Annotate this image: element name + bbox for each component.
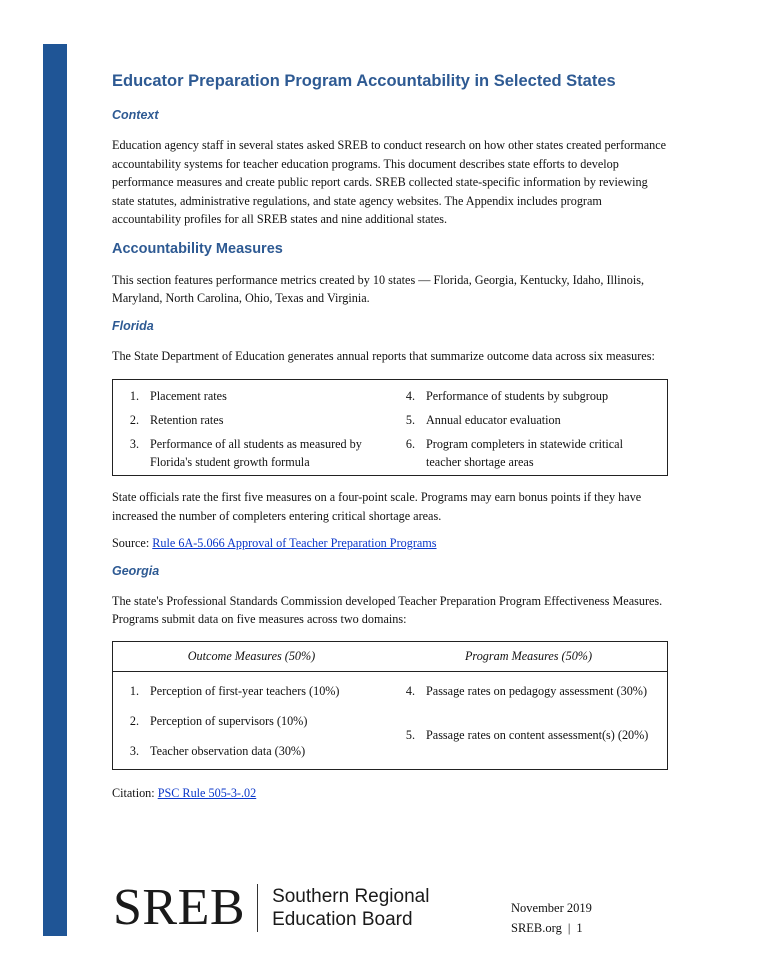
georgia-intro: The state's Professional Standards Commission developed Teacher Preparation Program Effectiveness Measures. Programs submit data on five measures across two domains:	[112, 593, 663, 626]
main-content	[112, 62, 668, 802]
list-item: 2. Retention rates	[129, 413, 224, 427]
florida-measures-box	[112, 379, 668, 476]
list-item: 2. Perception of supervisors (10%)	[129, 713, 308, 728]
footer-date: November 2019	[511, 901, 592, 915]
florida-measures-left	[113, 387, 393, 471]
georgia-measures-header	[113, 642, 667, 672]
list-item: 4. Passage rates on pedagogy assessment (30%)	[405, 683, 648, 698]
list-item: 5. Annual educator evaluation	[405, 413, 561, 427]
florida-measures-right	[393, 387, 667, 471]
georgia-heading: Georgia	[112, 563, 160, 578]
sreb-wordmark: SREB	[113, 879, 246, 936]
outcome-measures-header: Outcome Measures (50%)	[187, 648, 316, 663]
footer-separator: |	[567, 921, 571, 935]
context-paragraph: Education agency staff in several states asked SREB to conduct research on how other states created performance accountability systems for teacher education programs. This document describes state efforts to develop performance measures and create public report cards. SREB collected state-specific information by reviewing state statutes, administrative regulations, and state agency websites. The Appendix includes program accountability profiles for all SREB states and nine additional states.	[112, 138, 667, 226]
list-item: 3. Performance of all students as measured by Florida's student growth formula	[129, 437, 362, 469]
georgia-measures-box	[112, 641, 668, 770]
florida-after: State officials rate the first five measures on a four-point scale. Programs may earn bonus points if they have increased the number of completers entering critical shortage areas.	[112, 490, 642, 523]
list-item: 5. Passage rates on content assessment(s) (20%)	[405, 727, 649, 742]
georgia-citation-link[interactable]: PSC Rule 505-3-.02	[157, 785, 257, 800]
georgia-measures-right	[393, 682, 667, 760]
footer-site: SREB.org	[511, 921, 562, 935]
context-heading: Context	[112, 108, 159, 122]
org-name	[272, 885, 429, 931]
list-item: 3. Teacher observation data (30%)	[129, 743, 306, 758]
sreb-logo	[113, 879, 430, 936]
org-name-line1: Southern Regional	[272, 886, 430, 907]
page-number: 1	[576, 921, 583, 935]
list-item: 6. Program completers in statewide critical teacher shortage areas	[405, 437, 623, 469]
program-measures-header: Program Measures (50%)	[464, 648, 593, 663]
org-name-line2: Education Board	[272, 909, 413, 930]
florida-intro: The State Department of Education generates annual reports that summarize outcome data across six measures:	[112, 348, 655, 363]
side-accent-bar	[43, 44, 67, 936]
list-item: 4. Performance of students by subgroup	[405, 389, 609, 403]
georgia-citation	[112, 784, 668, 803]
page-title: Educator Preparation Program Accountability in Selected States	[112, 72, 616, 90]
georgia-measures-left	[113, 682, 393, 760]
florida-heading: Florida	[112, 318, 154, 333]
footer-site-page	[511, 918, 592, 938]
list-item: 1. Perception of first-year teachers (10%)	[129, 683, 340, 698]
florida-source-link[interactable]: Rule 6A-5.066 Approval of Teacher Preparation Programs	[152, 536, 437, 550]
accountability-paragraph: This section features performance metrics created by 10 states — Florida, Georgia, Kentucky, Idaho, Illinois, Maryland, North Carolina, Ohio, Texas and Virginia.	[112, 272, 645, 305]
logo-divider	[257, 884, 258, 932]
citation-label: Citation:	[112, 785, 158, 800]
accountability-heading: Accountability Measures	[112, 240, 283, 257]
florida-source	[112, 534, 668, 553]
footer-info	[511, 898, 592, 938]
source-label: Source:	[112, 536, 153, 550]
list-item: 1. Placement rates	[129, 389, 227, 403]
